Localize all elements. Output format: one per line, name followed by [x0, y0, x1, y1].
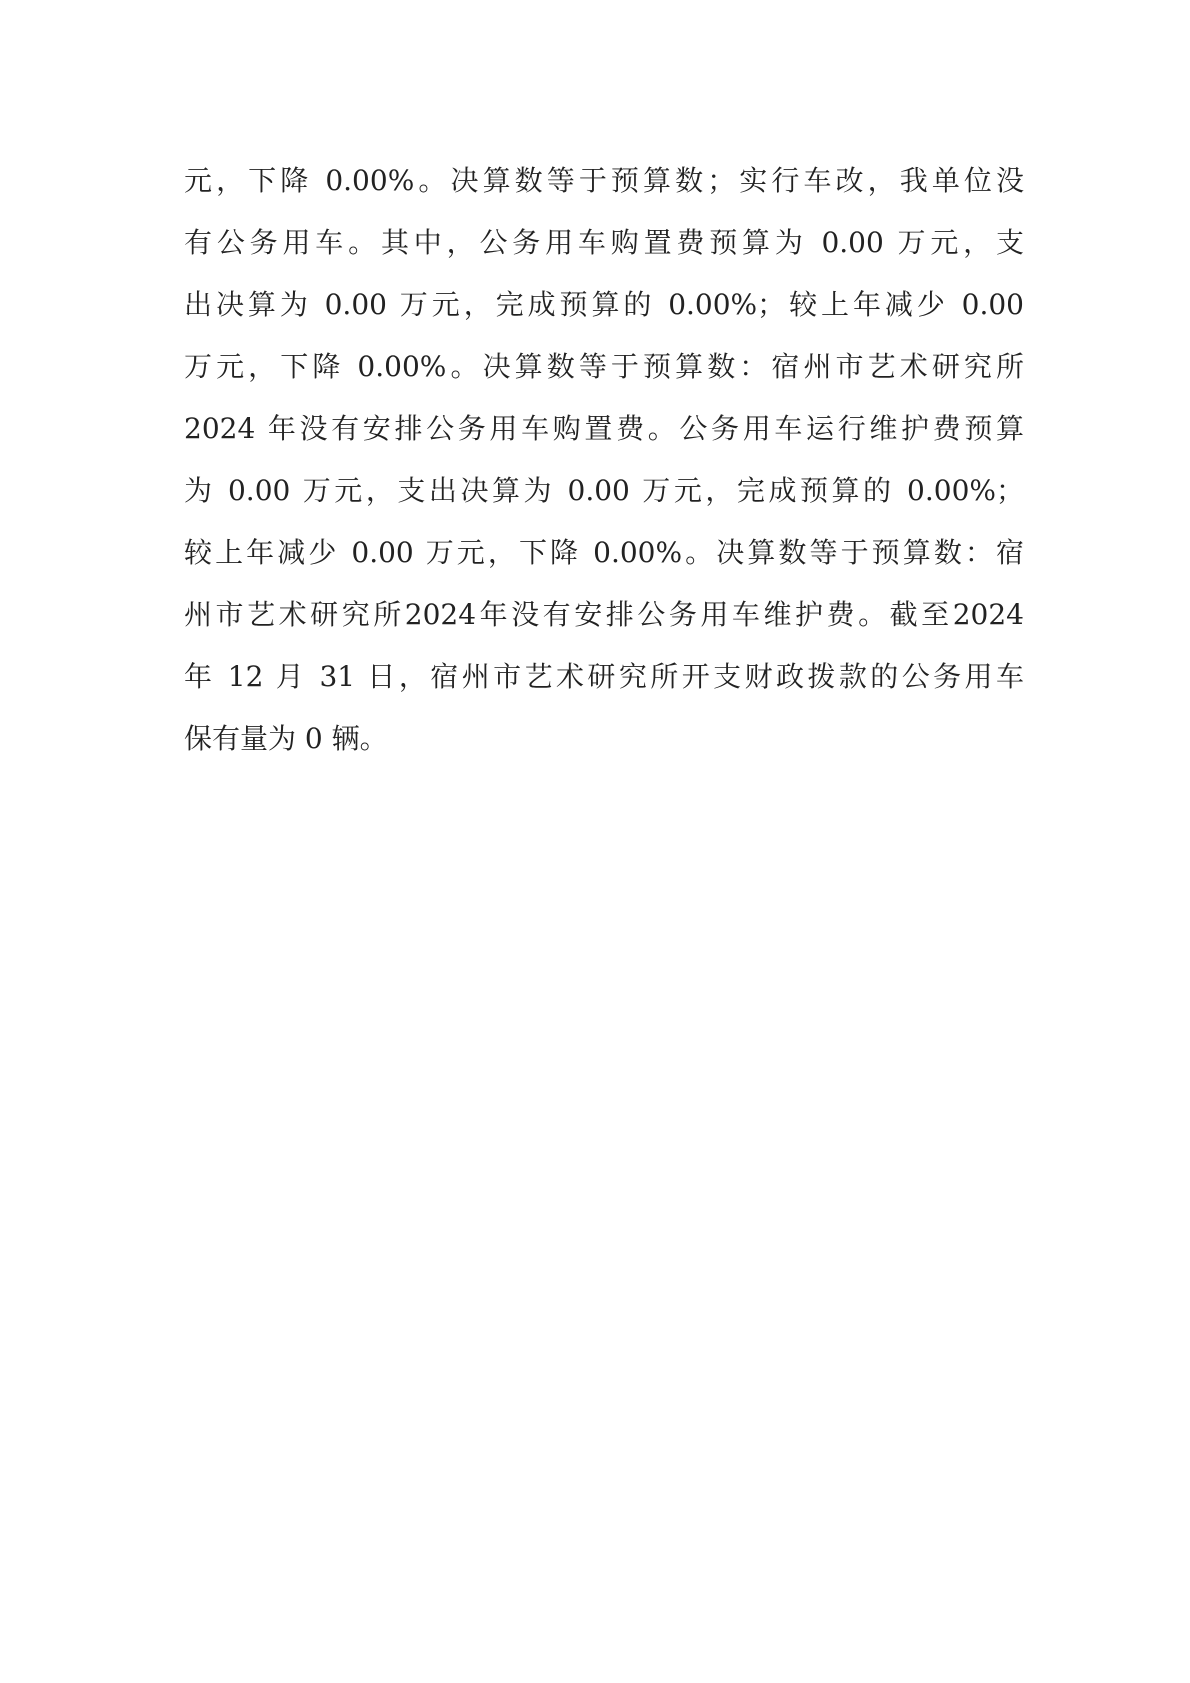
text-line: 元，下降 0.00%。决算数等于预算数；实行车改，我单位没: [184, 164, 1024, 197]
text-line: 为 0.00 万元，支出决算为 0.00 万元，完成预算的 0.00%；: [184, 474, 1024, 507]
text-line: 州市艺术研究所2024年没有安排公务用车维护费。截至2024: [184, 598, 1024, 631]
text-line: 有公务用车。其中，公务用车购置费预算为 0.00 万元，支: [184, 226, 1024, 259]
text-line: 年 12 月 31 日，宿州市艺术研究所开支财政拨款的公务用车: [184, 660, 1024, 693]
text-line: 较上年减少 0.00 万元，下降 0.00%。决算数等于预算数：宿: [184, 536, 1024, 569]
text-line: 出决算为 0.00 万元，完成预算的 0.00%；较上年减少 0.00: [184, 288, 1024, 321]
body-paragraph: [184, 150, 1024, 770]
text-line: 万元，下降 0.00%。决算数等于预算数：宿州市艺术研究所: [184, 350, 1024, 383]
text-line: 保有量为 0 辆。: [184, 722, 388, 755]
text-line: 2024 年没有安排公务用车购置费。公务用车运行维护费预算: [184, 412, 1024, 445]
